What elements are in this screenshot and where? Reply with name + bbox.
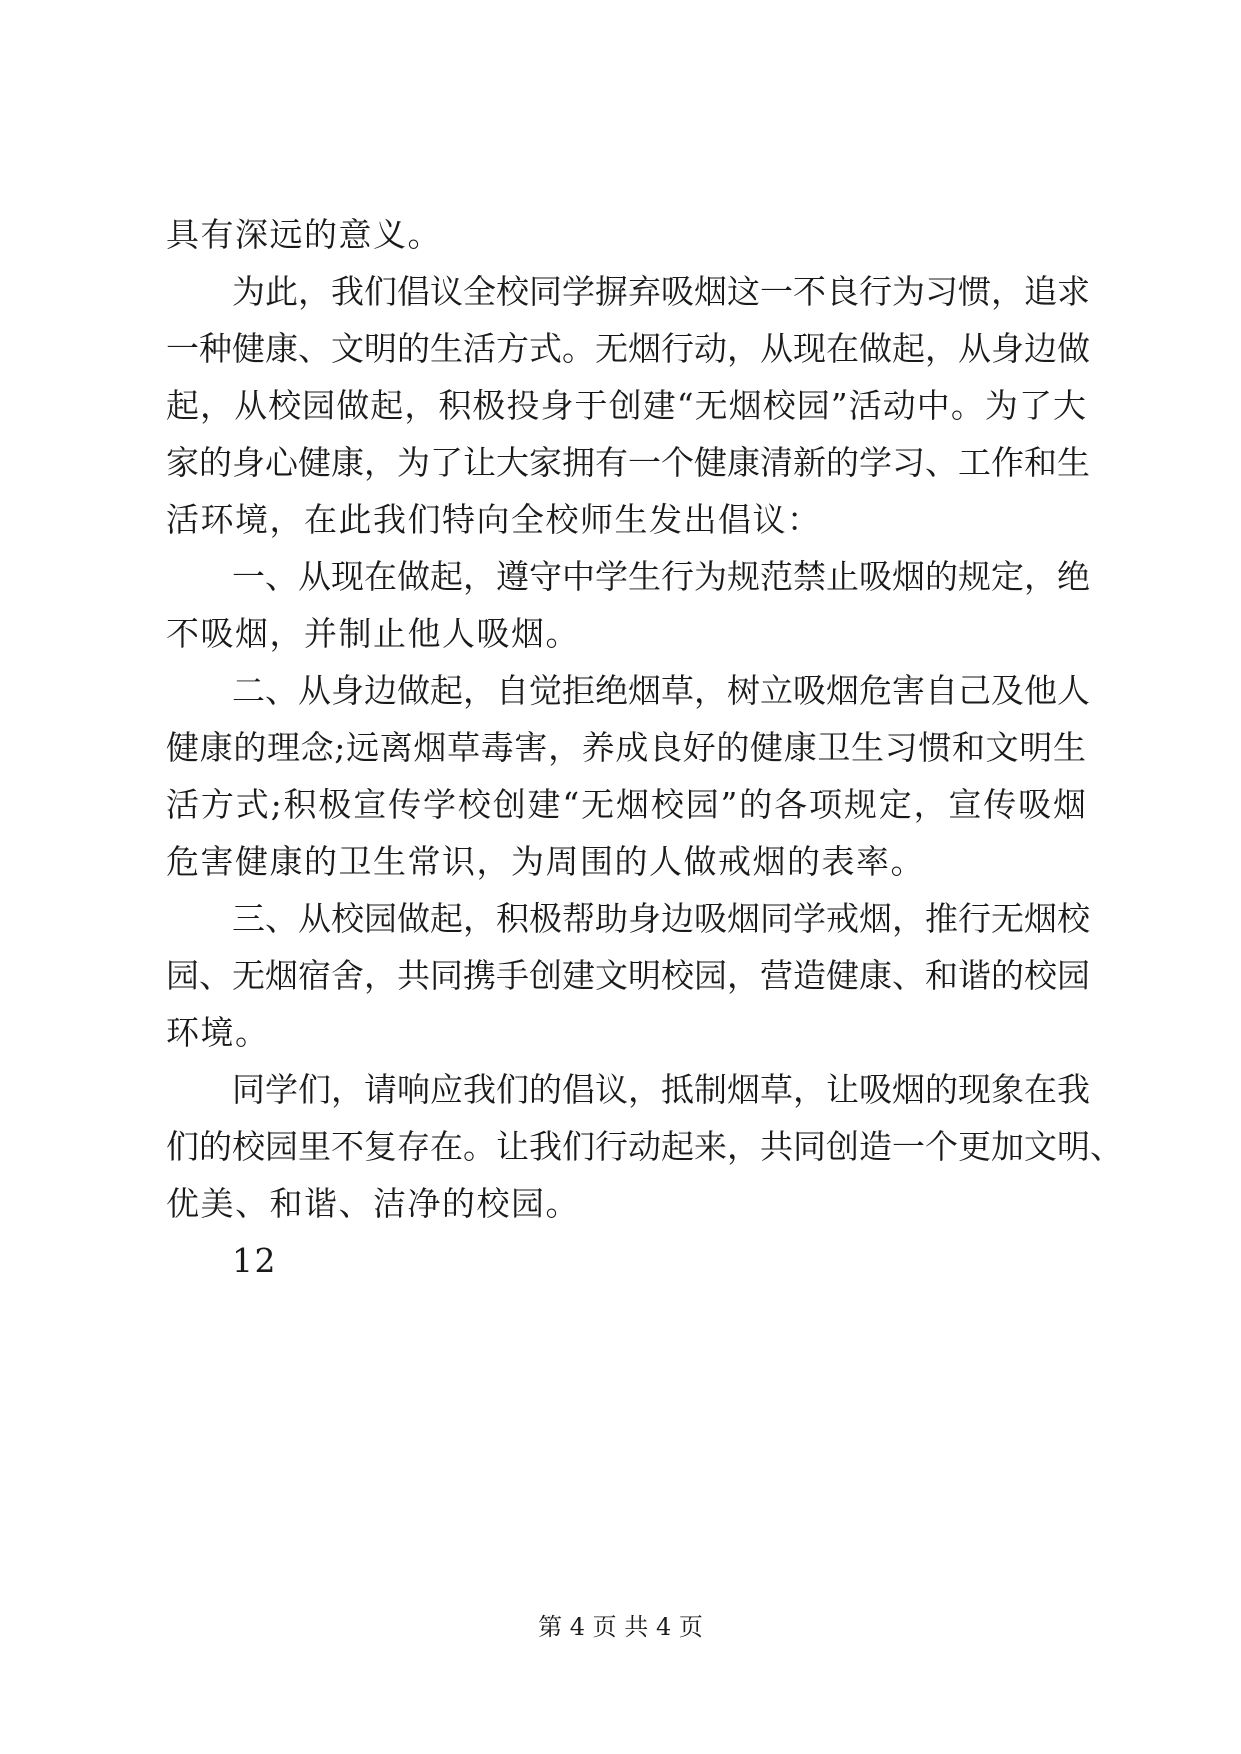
text-line: 不吸烟，并制止他人吸烟。 (166, 614, 580, 653)
page-number-footer: 第 4 页 共 4 页 (538, 1613, 703, 1641)
text-line: 二、从身边做起，自觉拒绝烟草，树立吸烟危害自己及他人 (232, 671, 1090, 710)
text-line: 同学们，请响应我们的倡议，抵制烟草，让吸烟的现象在我 (232, 1070, 1090, 1109)
text-line: 家的身心健康，为了让大家拥有一个健康清新的学习、工作和生 (166, 443, 1090, 482)
text-line: 为此，我们倡议全校同学摒弃吸烟这一不良行为习惯，追求 (232, 272, 1090, 311)
text-line: 活环境，在此我们特向全校师生发出倡议： (166, 500, 822, 539)
text-line: 危害健康的卫生常识，为周围的人做戒烟的表率。 (166, 842, 925, 881)
text-line: 优美、和谐、洁净的校园。 (166, 1184, 580, 1223)
text-line: 活方式;积极宣传学校创建“无烟校园”的各项规定，宣传吸烟 (166, 785, 1086, 824)
text-line: 起，从校园做起，积极投身于创建“无烟校园”活动中。为了大 (166, 386, 1086, 425)
text-line: 健康的理念;远离烟草毒害，养成良好的健康卫生习惯和文明生 (166, 728, 1086, 767)
text-line: 环境。 (166, 1013, 270, 1052)
text-line: 12 (232, 1241, 277, 1280)
text-line: 三、从校园做起，积极帮助身边吸烟同学戒烟，推行无烟校 (232, 899, 1090, 938)
text-line: 们的校园里不复存在。让我们行动起来，共同创造一个更加文明、 (166, 1127, 1123, 1166)
text-line: 一、从现在做起，遵守中学生行为规范禁止吸烟的规定，绝 (232, 557, 1090, 596)
text-line: 园、无烟宿舍，共同携手创建文明校园，营造健康、和谐的校园 (166, 956, 1090, 995)
text-line: 一种健康、文明的生活方式。无烟行动，从现在做起，从身边做 (166, 329, 1090, 368)
text-line: 具有深远的意义。 (166, 215, 442, 254)
